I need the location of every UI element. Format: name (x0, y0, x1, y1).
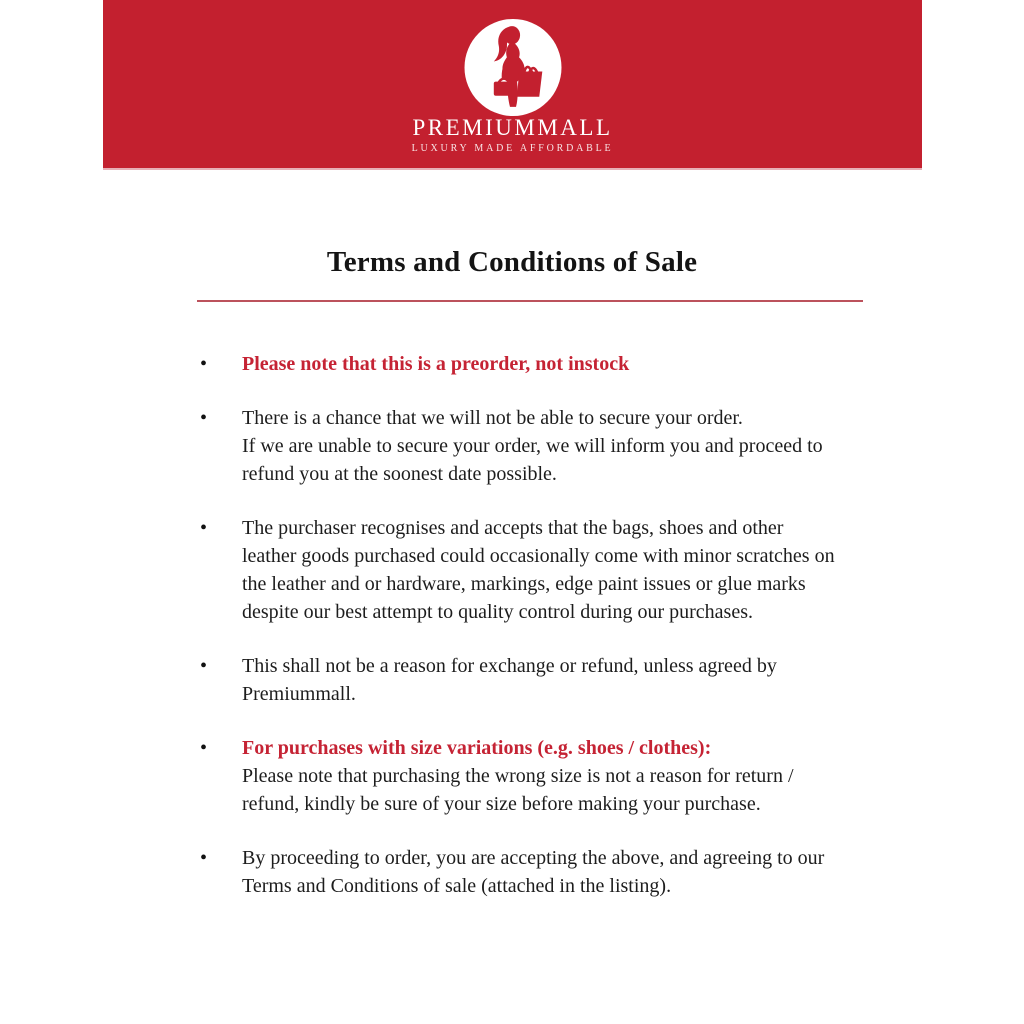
term-line: refund you at the soonest date possible. (242, 463, 557, 485)
woman-with-shopping-bags-icon (464, 19, 561, 116)
list-item (200, 350, 868, 378)
bullet-icon: • (200, 517, 208, 539)
list-item (200, 404, 868, 488)
bullet-icon: • (200, 847, 208, 869)
term-line: Terms and Conditions of sale (attached in the listing). (242, 875, 672, 897)
page-title: Terms and Conditions of Sale (326, 246, 698, 278)
term-line: By proceeding to order, you are accepting the above, and agreeing to our (242, 847, 825, 869)
term-line: This shall not be a reason for exchange or refund, unless agreed by (242, 655, 777, 677)
title-divider (197, 300, 863, 302)
term-line: If we are unable to secure your order, we will inform you and proceed to (242, 435, 823, 457)
term-line: The purchaser recognises and accepts that the bags, shoes and other (242, 517, 784, 539)
brand-logo (464, 19, 561, 116)
term-line: leather goods purchased could occasionally come with minor scratches on (242, 545, 835, 567)
list-item (200, 514, 868, 626)
list-item (200, 844, 868, 900)
term-line: despite our best attempt to quality control during our purchases. (242, 601, 753, 623)
bullet-icon: • (200, 407, 208, 429)
bullet-icon: • (200, 655, 208, 677)
term-line: refund, kindly be sure of your size before making your purchase. (242, 793, 761, 815)
bullet-icon: • (200, 353, 208, 375)
list-item (200, 734, 868, 818)
brand-name: PREMIUMMALL (412, 115, 613, 140)
term-line: Premiummall. (242, 683, 356, 705)
bullet-icon: • (200, 737, 208, 759)
term-line: the leather and or hardware, markings, edge paint issues or glue marks (242, 573, 806, 595)
list-item (200, 652, 868, 708)
brand-header (103, 0, 922, 170)
term-line: Please note that purchasing the wrong size is not a reason for return / (242, 765, 794, 787)
term-line: There is a chance that we will not be able to secure your order. (242, 407, 743, 429)
term-line-emphasis: For purchases with size variations (e.g. shoes / clothes): (242, 737, 712, 759)
terms-list (200, 350, 868, 926)
brand-tagline: LUXURY MADE AFFORDABLE (411, 143, 614, 154)
term-line-emphasis: Please note that this is a preorder, not instock (242, 353, 630, 375)
